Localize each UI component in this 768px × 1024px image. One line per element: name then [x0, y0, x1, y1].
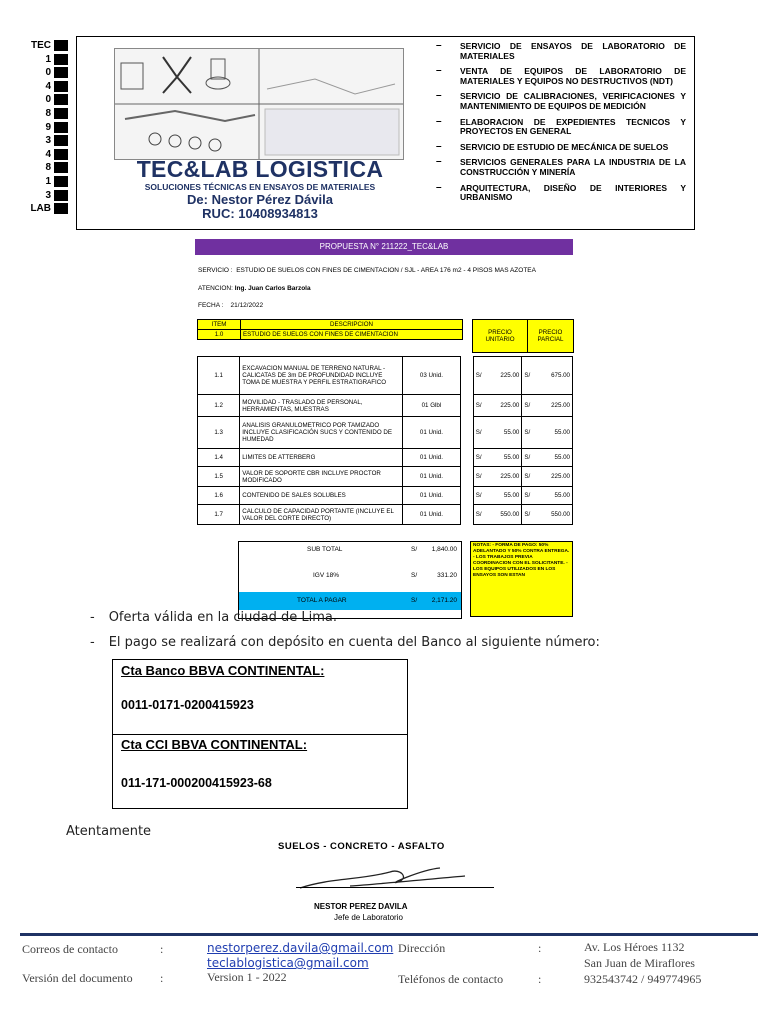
side-strip-block — [54, 94, 68, 105]
price-header-wrapper — [472, 319, 574, 353]
bank-cci-label: Cta CCI BBVA CONTINENTAL: — [121, 737, 308, 752]
items-body-wrapper — [197, 356, 573, 525]
unit-price-value: 225.00 — [488, 467, 522, 487]
side-strip-char: 8 — [45, 108, 51, 119]
table-row — [198, 449, 573, 467]
unit-price-value: 55.00 — [488, 449, 522, 467]
side-strip-row — [33, 149, 69, 161]
side-strip-block — [54, 190, 68, 201]
table-row — [198, 467, 573, 487]
notes-box: NOTAS: - FORMA DE PAGO: 50% ADELANTADO Y 50% CONTRA ENTREGA. - LOS TRABAJOS PREVIA COORDINACION CON EL SOLICITANTE. - LOS EQUIPOS UTILIZADOS EN LOS ENSAYOS SON ESTAN — [470, 541, 573, 617]
totals-box — [238, 541, 462, 619]
item-quantity: 01 Unid. — [402, 417, 460, 449]
unit-price-currency: S/ — [473, 357, 487, 395]
offer-line-1: - Oferta válida en la ciudad de Lima. — [90, 610, 337, 625]
subtotal-currency: S/ — [411, 546, 418, 553]
column-gap — [460, 487, 473, 505]
total-currency: S/ — [411, 597, 418, 604]
footer-version: Version 1 - 2022 — [207, 970, 287, 984]
side-strip-char: 4 — [45, 80, 51, 92]
item-number: 1.2 — [198, 395, 240, 417]
side-strip-block — [54, 54, 68, 65]
item-description: MOVILIDAD - TRASLADO DE PERSONAL, HERRAMIENTAS, MUESTRAS — [240, 395, 403, 417]
side-strip-char: 4 — [45, 148, 51, 160]
side-strip-row — [33, 122, 69, 134]
side-strip-row — [33, 108, 69, 120]
side-strip — [30, 40, 69, 224]
unit-price-currency: S/ — [473, 395, 487, 417]
side-strip-block — [54, 203, 68, 214]
service-item: – SERVICIO DE ENSAYOS DE LABORATORIO DE MATERIALES — [436, 40, 686, 61]
item-quantity: 03 Unid. — [402, 357, 460, 395]
partial-price-value: 55.00 — [536, 417, 572, 449]
signature-scribble — [290, 858, 470, 898]
table-row — [198, 395, 573, 417]
item-description: CALCULO DE CAPACIDAD PORTANTE (INCLUYE EL VALOR DEL CORTE DIRECTO) — [240, 505, 403, 525]
signature-role: Jefe de Laboratorio — [334, 913, 403, 922]
unit-price-currency: S/ — [473, 467, 487, 487]
company-owner: De: Nestor Pérez Dávila — [187, 192, 333, 207]
footer-colon: : — [538, 972, 542, 986]
side-strip-char: 3 — [45, 135, 51, 147]
side-strip-row — [33, 81, 69, 93]
unit-price-currency: S/ — [473, 505, 487, 525]
column-gap — [460, 449, 473, 467]
items-body-table — [197, 356, 573, 525]
footer-colon: : — [160, 942, 164, 956]
service-item: – SERVICIO DE ESTUDIO DE MECÁNICA DE SUELOS — [436, 140, 669, 152]
section-number: 1.0 — [198, 330, 241, 340]
column-gap — [460, 467, 473, 487]
side-strip-row — [33, 94, 69, 106]
offer-line-2: - El pago se realizará con depósito en cuenta del Banco al siguiente número: — [90, 635, 600, 650]
col-header-item: ITEM — [198, 320, 241, 330]
table-row — [198, 487, 573, 505]
partial-price-value: 225.00 — [536, 467, 572, 487]
partial-price-value: 225.00 — [536, 395, 572, 417]
side-strip-char: 8 — [45, 162, 51, 174]
unit-price-currency: S/ — [473, 487, 487, 505]
side-strip-row — [33, 162, 69, 174]
side-strip-row — [33, 176, 69, 188]
item-description: EXCAVACION MANUAL DE TERRENO NATURAL - CALICATAS DE 3m DE PROFUNDIDAD INCLUYE TOMA DE MUESTRA Y PERFIL ESTRATIGRAFICO — [240, 357, 403, 395]
side-strip-char: TEC — [31, 40, 51, 51]
service-item: – ARQUITECTURA, DISEÑO DE INTERIORES Y URBANISMO — [436, 181, 686, 203]
side-strip-char: 0 — [45, 94, 51, 106]
proposal-attention-line: ATENCION: Ing. Juan Carlos Barzola — [198, 285, 311, 292]
footer-address-2: San Juan de Miraflores — [584, 956, 695, 970]
unit-price-currency: S/ — [473, 449, 487, 467]
item-quantity: 01 Unid. — [402, 505, 460, 525]
side-strip-block — [54, 122, 68, 133]
igv-row — [239, 572, 461, 592]
column-gap — [460, 395, 473, 417]
price-header-table — [472, 319, 574, 353]
side-strip-block — [54, 40, 68, 51]
service-item: – SERVICIOS GENERALES PARA LA INDUSTRIA DE LA CONSTRUCCIÓN Y MINERÍA — [436, 156, 686, 177]
item-quantity: 01 Glbl — [402, 395, 460, 417]
partial-price-currency: S/ — [522, 449, 536, 467]
subtotal-row — [239, 546, 461, 566]
item-number: 1.4 — [198, 449, 240, 467]
unit-price-value: 550.00 — [488, 505, 522, 525]
bank-cta-label: Cta Banco BBVA CONTINENTAL: — [121, 663, 325, 678]
side-strip-char: 3 — [45, 189, 51, 201]
table-row — [198, 417, 573, 449]
partial-price-currency: S/ — [522, 417, 536, 449]
services-list — [434, 42, 686, 209]
footer-phones: 932543742 / 949774965 — [584, 972, 702, 986]
partial-price-currency: S/ — [522, 487, 536, 505]
igv-currency: S/ — [411, 572, 418, 579]
partial-price-currency: S/ — [522, 395, 536, 417]
column-gap — [460, 505, 473, 525]
igv-label: IGV 18% — [313, 572, 340, 579]
footer-email-2[interactable]: teclablogistica@gmail.com — [207, 956, 369, 970]
col-header-unit-price: PRECIO UNITARIO — [473, 320, 528, 353]
item-description: ANALISIS GRANULOMETRICO POR TAMIZADO INCLUYE CLASIFICACIÓN SUCS Y CONTENIDO DE HUMEDAD — [240, 417, 403, 449]
side-strip-row — [30, 203, 69, 215]
item-number: 1.3 — [198, 417, 240, 449]
col-header-partial-price: PRECIO PARCIAL — [528, 320, 574, 353]
column-gap — [460, 357, 473, 395]
items-table-wrapper — [197, 319, 463, 340]
footer-phones-label: Teléfonos de contacto — [398, 972, 504, 986]
bank-account-box — [112, 659, 408, 809]
partial-price-value: 550.00 — [536, 505, 572, 525]
total-value: 2,171.20 — [431, 597, 457, 604]
partial-price-currency: S/ — [522, 505, 536, 525]
service-item: – SERVICIO DE CALIBRACIONES, VERIFICACIONES Y MANTENIMIENTO DE EQUIPOS DE MEDICIÓN — [436, 90, 686, 111]
item-number: 1.6 — [198, 487, 240, 505]
subtotal-value: 1,840.00 — [431, 546, 457, 553]
side-strip-block — [54, 108, 68, 119]
signature-tagline: SUELOS - CONCRETO - ASFALTO — [278, 841, 445, 852]
column-gap — [460, 417, 473, 449]
section-title: ESTUDIO DE SUELOS CON FINES DE CIMENTACION — [241, 330, 463, 340]
proposal-date-line: FECHA : 21/12/2022 — [198, 302, 264, 309]
item-description: CONTENIDO DE SALES SOLUBLES — [240, 487, 403, 505]
partial-price-value: 55.00 — [536, 487, 572, 505]
company-tagline: SOLUCIONES TÉCNICAS EN ENSAYOS DE MATERIALES — [144, 182, 376, 192]
item-number: 1.7 — [198, 505, 240, 525]
footer-version-label: Versión del documento — [22, 971, 133, 985]
side-strip-row — [33, 67, 69, 79]
proposal-title-bar: PROPUESTA N° 211222_TEC&LAB — [195, 239, 573, 255]
side-strip-block — [54, 162, 68, 173]
total-row — [239, 592, 461, 610]
footer-emails-label: Correos de contacto — [22, 942, 118, 956]
total-label: TOTAL A PAGAR — [297, 597, 347, 604]
side-strip-char: 1 — [45, 53, 51, 65]
unit-price-value: 225.00 — [488, 395, 522, 417]
footer-email-1[interactable]: nestorperez.davila@gmail.com — [207, 941, 394, 955]
bank-cta-number: 0011-0171-0200415923 — [121, 698, 254, 712]
partial-price-value: 675.00 — [536, 357, 572, 395]
footer-colon: : — [160, 971, 164, 985]
bank-divider — [113, 734, 407, 735]
lab-equipment-image-collage — [114, 48, 404, 160]
side-strip-char: 9 — [45, 121, 51, 133]
item-number: 1.5 — [198, 467, 240, 487]
col-header-desc: DESCRIPCION — [241, 320, 463, 330]
items-table — [197, 319, 463, 340]
side-strip-block — [54, 135, 68, 146]
company-ruc: RUC: 10408934813 — [202, 206, 318, 221]
footer-address-1: Av. Los Héroes 1132 — [584, 940, 685, 954]
unit-price-value: 55.00 — [488, 417, 522, 449]
side-strip-char: 0 — [45, 67, 51, 79]
side-strip-row — [33, 135, 69, 147]
equipment-illustration — [115, 49, 403, 159]
item-quantity: 01 Unid. — [402, 487, 460, 505]
unit-price-currency: S/ — [473, 417, 487, 449]
side-strip-block — [54, 81, 68, 92]
side-strip-char: LAB — [30, 203, 51, 215]
igv-value: 331.20 — [437, 572, 457, 579]
service-item: – VENTA DE EQUIPOS DE LABORATORIO DE MATERIALES Y EQUIPOS NO DESTRUCTIVOS (NDT) — [436, 65, 686, 86]
footer-divider — [20, 933, 758, 936]
item-number: 1.1 — [198, 357, 240, 395]
unit-price-value: 55.00 — [488, 487, 522, 505]
item-quantity: 01 Unid. — [402, 449, 460, 467]
item-quantity: 01 Unid. — [402, 467, 460, 487]
table-row — [198, 357, 573, 395]
side-strip-block — [54, 67, 68, 78]
proposal-service-line: SERVICIO : ESTUDIO DE SUELOS CON FINES DE CIMENTACION / SJL - AREA 176 m2 - 4 PISOS MAS AZOTEA — [198, 267, 536, 274]
side-strip-block — [54, 176, 68, 187]
side-strip-row — [33, 54, 69, 66]
side-strip-char: 1 — [45, 176, 51, 187]
company-name: TEC&LAB LOGISTICA — [136, 156, 384, 182]
footer-address-label: Dirección — [398, 941, 446, 955]
side-strip-row — [33, 190, 69, 202]
service-item: – ELABORACION DE EXPEDIENTES TECNICOS Y PROYECTOS EN GENERAL — [436, 115, 686, 137]
footer-colon: : — [538, 941, 542, 955]
signature-line — [296, 887, 494, 888]
bank-cci-number: 011-171-000200415923-68 — [121, 776, 272, 790]
partial-price-currency: S/ — [522, 467, 536, 487]
side-strip-row — [33, 40, 69, 52]
unit-price-value: 225.00 — [488, 357, 522, 395]
side-strip-block — [54, 149, 68, 160]
item-description: LIMITES DE ATTERBERG — [240, 449, 403, 467]
subtotal-label: SUB TOTAL — [307, 546, 343, 553]
closing-text: Atentamente — [66, 824, 152, 839]
item-description: VALOR DE SOPORTE CBR INCLUYE PROCTOR MODIFICADO — [240, 467, 403, 487]
signature-name: NESTOR PEREZ DAVILA — [314, 902, 408, 911]
table-row — [198, 505, 573, 525]
partial-price-currency: S/ — [522, 357, 536, 395]
partial-price-value: 55.00 — [536, 449, 572, 467]
